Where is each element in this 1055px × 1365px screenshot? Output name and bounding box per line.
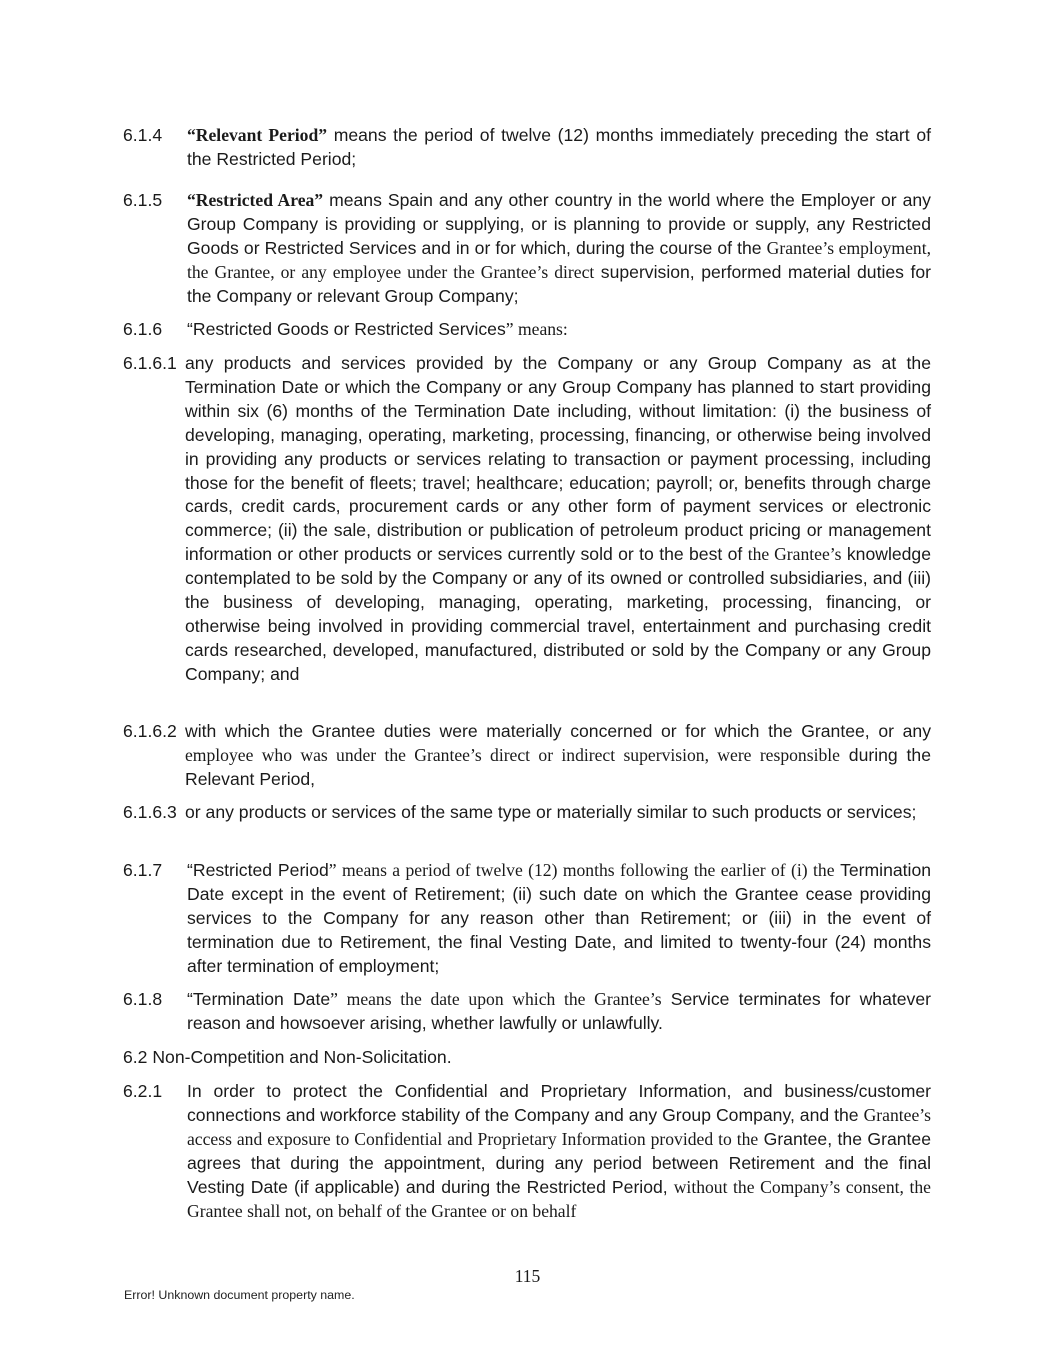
clause-text: knowledge contemplated to be sold by the Company or any of its owned or controlled subsidiaries, and (iii) the business of developing, managing, operating, marketing, processing, financing, or otherwise being involved in providing commercial travel, entertainment and purchasing credit cards researched, developed, manufactured, distributed or sold by the Company or any Group Company; and [185, 544, 931, 684]
clause-6-1-6-3 [123, 801, 931, 825]
clause-6-2-1 [123, 1080, 931, 1223]
clause-text: Service terminates for whatever reason and howsoever arising, whether lawfully or unlawfully. [187, 989, 931, 1033]
clause-number: 6.1.6.3 [123, 802, 177, 822]
clause-text: with which the Grantee duties were materially concerned or for which the Grantee, or any [185, 721, 931, 741]
clause-6-1-4 [123, 124, 931, 172]
defined-term: “Restricted Goods or Restricted Services [187, 319, 506, 339]
clause-6-1-6-1 [123, 352, 931, 687]
clause-number: 6.1.6.2 [123, 721, 177, 741]
clause-text-serif: ” means the date upon which the Grantee’s [330, 989, 662, 1009]
clause-number: 6.1.4 [123, 125, 163, 145]
clause-number: 6.1.8 [123, 989, 163, 1009]
defined-term: “Restricted Area” [187, 190, 324, 210]
clause-text: during the Relevant Period, [185, 744, 931, 789]
clause-number: 6.1.7 [123, 860, 163, 880]
clause-text: means the period of twelve (12) months immediately preceding the start of the Restricted Period; [187, 125, 931, 169]
clause-number: 6.1.6.1 [123, 353, 177, 373]
clause-6-1-5 [123, 189, 931, 309]
defined-term: “Restricted Period [187, 860, 329, 880]
clause-text-serif: employee who was under the Grantee’s direct or indirect supervision, were responsible [185, 744, 840, 765]
page-number: 115 [514, 1266, 541, 1286]
clause-6-1-6 [123, 318, 931, 342]
clause-text: Grantee, the Grantee agrees that during the appointment, during any period between Retirement and the final Vesting Date (if applicable) and during the Restricted Period, [187, 1128, 931, 1197]
clause-text-serif: the Grantee’s [747, 544, 842, 565]
clause-text-serif: without the Company’s consent, the Grantee shall not, on behalf of the Grantee or on behalf [187, 1176, 931, 1221]
clause-text: any products and services provided by the Company or any Group Company as at the Termination Date or which the Company or any Group Company has planned to start providing within six (6) months of the Termination Date including, without limitation: (i) the business of developing, managing, operating, marketing, processing, financing, or otherwise being involved in providing any products or services relating to transaction or payment processing, including those for the benefit of fleets; travel; healthcare; education; payroll; or, benefits through charge cards, credit cards, procurement cards or any other form of payment services or electronic commerce; (ii) the sale, distribution or publication of petroleum product pricing or management information or other products or services currently sold or to the best of [185, 353, 931, 565]
defined-term: “Termination Date [187, 989, 331, 1009]
clause-6-1-7 [123, 859, 931, 979]
clause-number: 6.1.6 [123, 319, 163, 339]
clause-text-serif: Grantee’s access and exposure to Confidential and Proprietary Information provided to the [187, 1104, 931, 1149]
defined-term: “Relevant Period” [187, 125, 328, 145]
clause-6-1-6-2 [123, 720, 931, 792]
clause-text-serif: ” means a period of twelve (12) months following the earlier of (i) the [328, 860, 835, 880]
clause-number: 6.2.1 [123, 1081, 163, 1101]
clause-text-serif: Grantee’s employment, the Grantee, or any employee under the Grantee’s direct [187, 237, 931, 282]
clause-text: means Spain and any other country in the world where the Employer or any Group Company is providing or supplying, or is planning to provide or supply, any Restricted Goods or Restricted Services and in or for which, during the course of the [187, 190, 931, 258]
clause-text-serif: ” means: [505, 319, 568, 339]
clause-text: Termination Date except in the event of Retirement; (ii) such date on which the Grantee cease providing services to the Company for any reason other than Retirement; or (iii) in the event of termination due to Retirement, the final Vesting Date, and limited to twenty-four (24) months after termination of employment; [187, 860, 932, 976]
clause-6-1-8 [123, 988, 931, 1036]
clause-number: 6.1.5 [123, 190, 163, 210]
footer-text: Error! Unknown document property name. [124, 1288, 355, 1302]
section-heading: 6.2 Non-Competition and Non-Solicitation. [123, 1047, 452, 1067]
clause-text: or any products or services of the same type or materially similar to such products or services; [185, 802, 917, 822]
clause-text: In order to protect the Confidential and Proprietary Information, and business/customer connections and workforce stability of the Company and any Group Company, and the [187, 1081, 931, 1125]
clause-text: supervision, performed material duties for the Company or relevant Group Company; [187, 261, 932, 306]
